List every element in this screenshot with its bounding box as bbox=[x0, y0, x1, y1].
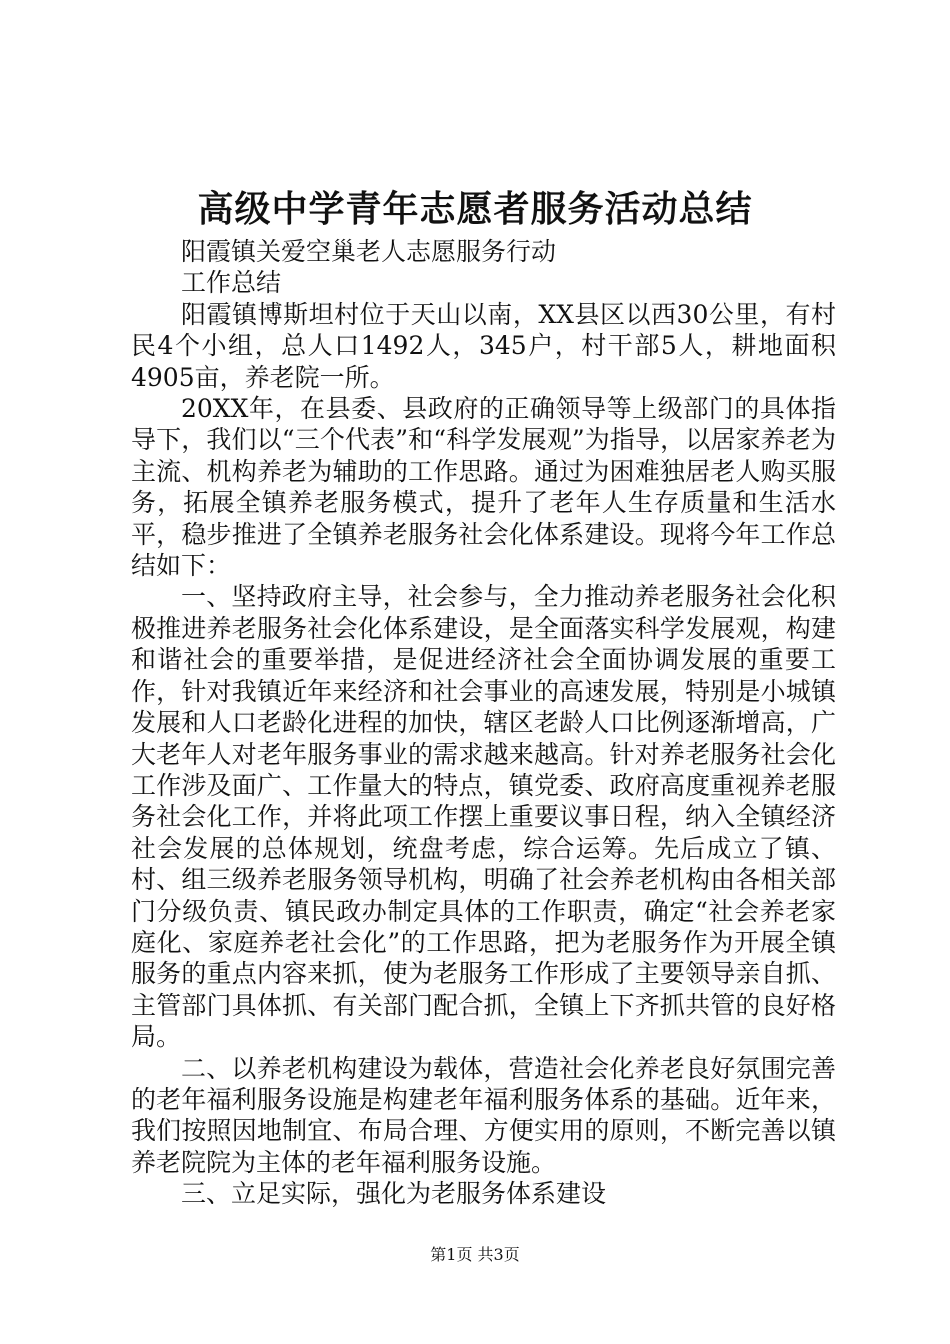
paragraph-subtitle-line-2: 工作总结 bbox=[181, 268, 282, 298]
paragraph-section-three: 三、立足实际，强化为老服务体系建设 bbox=[181, 1179, 607, 1209]
page-number-footer: 第1页 共3页 bbox=[430, 1245, 520, 1264]
paragraph-village-overview: 阳霞镇博斯坦村位于天山以南，XX县区以西30公里，有村民4个小组，总人口1492人，345户，村干部5人，耕地面积4905亩，养老院一所。 bbox=[131, 299, 836, 392]
document-body bbox=[131, 236, 836, 1210]
document-title: 高级中学青年志愿者服务活动总结 bbox=[197, 189, 753, 230]
paragraph-section-two: 二、以养老机构建设为载体，营造社会化养老良好氛围完善的老年福利服务设施是构建老年福利服务体系的基础。近年来，我们按照因地制宜、布局合理、方便实用的原则，不断完善以镇养老院院为主体的老年福利服务设施。 bbox=[131, 1053, 836, 1177]
paragraph-section-one: 一、坚持政府主导，社会参与，全力推动养老服务社会化积极推进养老服务社会化体系建设，是全面落实科学发展观，构建和谐社会的重要举措，是促进经济社会全面协调发展的重要工作，针对我镇近年来经济和社会事业的高速发展，特别是小城镇发展和人口老龄化进程的加快，辖区老龄人口比例逐渐增高，广大老年人对老年服务事业的需求越来越高。针对养老服务社会化工作涉及面广、工作量大的特点，镇党委、政府高度重视养老服务社会化工作，并将此项工作摆上重要议事日程，纳入全镇经济社会发展的总体规划，统盘考虑，综合运筹。先后成立了镇、村、组三级养老服务领导机构，明确了社会养老机构由各相关部门分级负责、镇民政办制定具体的工作职责，确定“社会养老家庭化、家庭养老社会化”的工作思路，把为老服务作为开展全镇服务的重点内容来抓，使为老服务工作形成了主要领导亲自抓、主管部门具体抓、有关部门配合抓，全镇上下齐抓共管的良好格局。 bbox=[131, 582, 836, 1052]
paragraph-annual-summary-intro: 20XX年，在县委、县政府的正确领导等上级部门的具体指导下，我们以“三个代表”和“科学发展观”为指导，以居家养老为主流、机构养老为辅助的工作思路。通过为困难独居老人购买服务，拓展全镇养老服务模式，提升了老年人生存质量和生活水平，稳步推进了全镇养老服务社会化体系建设。现将今年工作总结如下： bbox=[131, 394, 836, 581]
paragraph-subtitle-line-1: 阳霞镇关爱空巢老人志愿服务行动 bbox=[181, 237, 557, 266]
